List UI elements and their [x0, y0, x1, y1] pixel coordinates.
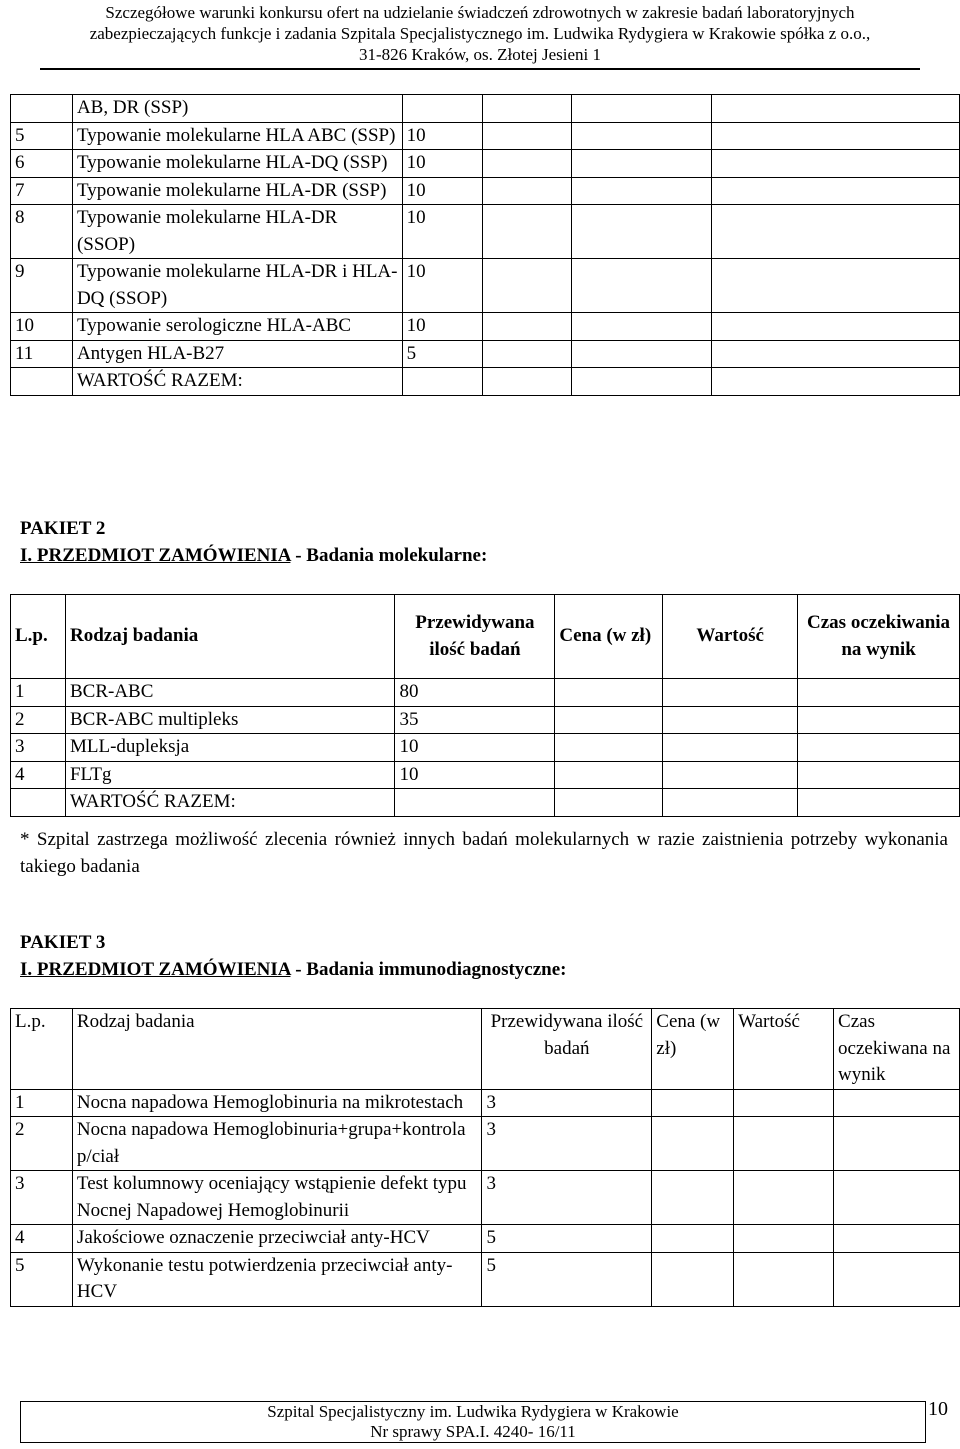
total-row: [11, 789, 960, 817]
row-time: [834, 1117, 960, 1171]
row-price: [482, 122, 572, 150]
table-row: [11, 1225, 960, 1253]
table-row: [11, 734, 960, 762]
table-continuation: [10, 94, 960, 396]
row-number: 8: [11, 205, 73, 259]
row-name: BCR-ABC multipleks: [65, 706, 394, 734]
header-wartosc: Wartość: [663, 595, 798, 679]
table-row: [11, 95, 960, 123]
row-time: [712, 368, 960, 396]
row-quantity: 5: [402, 340, 482, 368]
footer-line-1: Szpital Specjalistyczny im. Ludwika Rydygiera w Krakowie: [267, 1402, 679, 1421]
row-name: Typowanie molekularne HLA-DR i HLA-DQ (SSOP): [72, 259, 402, 313]
row-value: [663, 789, 798, 817]
row-price: [555, 789, 663, 817]
table-row: [11, 679, 960, 707]
row-number: 7: [11, 177, 73, 205]
row-name: AB, DR (SSP): [72, 95, 402, 123]
row-quantity: 3: [482, 1089, 652, 1117]
header-czas: Czas oczekiwana na wynik: [834, 1009, 960, 1090]
table-row: [11, 761, 960, 789]
row-time: [712, 150, 960, 178]
row-quantity: 10: [395, 761, 555, 789]
table-pakiet-2: [10, 594, 960, 817]
pakiet-2-title: PAKIET 2: [20, 518, 106, 539]
row-time: [798, 789, 960, 817]
row-price: [652, 1225, 734, 1253]
page-number: 10: [928, 1398, 948, 1420]
table-row: [11, 313, 960, 341]
pakiet-3-title: PAKIET 3: [20, 932, 106, 953]
row-quantity: 10: [402, 150, 482, 178]
header-lp: L.p.: [11, 595, 66, 679]
table-row: [11, 1089, 960, 1117]
row-time: [834, 1171, 960, 1225]
row-time: [712, 340, 960, 368]
row-quantity: 10: [402, 122, 482, 150]
row-number: [11, 95, 73, 123]
row-quantity: 10: [402, 177, 482, 205]
row-value: [663, 734, 798, 762]
row-value: [572, 150, 712, 178]
row-number: 2: [11, 706, 66, 734]
row-number: 3: [11, 1171, 73, 1225]
row-quantity: 80: [395, 679, 555, 707]
row-quantity: 5: [482, 1225, 652, 1253]
row-name: Typowanie molekularne HLA-DQ (SSP): [72, 150, 402, 178]
row-price: [555, 706, 663, 734]
table-row: [11, 1252, 960, 1306]
row-price: [555, 734, 663, 762]
row-value: [572, 368, 712, 396]
header-wartosc: Wartość: [734, 1009, 834, 1090]
row-value: [734, 1225, 834, 1253]
row-time: [712, 313, 960, 341]
row-name: Typowanie serologiczne HLA-ABC: [72, 313, 402, 341]
row-price: [555, 679, 663, 707]
header-lp: L.p.: [11, 1009, 73, 1090]
document-footer: [20, 1401, 926, 1443]
table-row: [11, 177, 960, 205]
row-price: [482, 177, 572, 205]
row-name: MLL-dupleksja: [65, 734, 394, 762]
document-header: [40, 2, 920, 70]
row-time: [798, 679, 960, 707]
row-time: [798, 734, 960, 762]
pakiet-3-subject: [20, 957, 567, 983]
row-time: [712, 205, 960, 259]
row-number: 3: [11, 734, 66, 762]
header-line-3: 31-826 Kraków, os. Złotej Jesieni 1: [358, 45, 602, 64]
row-value: [734, 1117, 834, 1171]
row-price: [482, 205, 572, 259]
row-quantity: [402, 368, 482, 396]
row-name: Nocna napadowa Hemoglobinuria na mikrotestach: [72, 1089, 482, 1117]
subject-suffix: - Badania immunodiagnostyczne:: [290, 959, 567, 980]
row-price: [652, 1252, 734, 1306]
row-number: 5: [11, 122, 73, 150]
header-rodzaj: Rodzaj badania: [65, 595, 394, 679]
footer-line-2: Nr sprawy SPA.I. 4240- 16/11: [370, 1422, 576, 1441]
row-time: [834, 1252, 960, 1306]
row-price: [652, 1089, 734, 1117]
header-cena: Cena (w zł): [652, 1009, 734, 1090]
row-number: 4: [11, 761, 66, 789]
row-value: [572, 259, 712, 313]
row-quantity: 3: [482, 1117, 652, 1171]
row-number: 2: [11, 1117, 73, 1171]
header-cena: Cena (w zł): [555, 595, 663, 679]
total-label: WARTOŚĆ RAZEM:: [65, 789, 394, 817]
row-quantity: 3: [482, 1171, 652, 1225]
row-price: [482, 313, 572, 341]
row-number: 1: [11, 1089, 73, 1117]
row-name: Wykonanie testu potwierdzenia przeciwciał anty-HCV: [72, 1252, 482, 1306]
row-value: [734, 1252, 834, 1306]
table-row: [11, 1171, 960, 1225]
row-price: [482, 150, 572, 178]
table-row: [11, 340, 960, 368]
row-value: [663, 761, 798, 789]
pakiet-2-subject: [20, 543, 487, 569]
row-value: [572, 95, 712, 123]
row-number: 1: [11, 679, 66, 707]
row-price: [482, 340, 572, 368]
row-name: BCR-ABC: [65, 679, 394, 707]
row-time: [798, 706, 960, 734]
row-time: [712, 177, 960, 205]
table-row: [11, 706, 960, 734]
row-value: [663, 706, 798, 734]
header-rodzaj: Rodzaj badania: [72, 1009, 482, 1090]
row-number: [11, 368, 73, 396]
row-number: 10: [11, 313, 73, 341]
row-quantity: 10: [402, 313, 482, 341]
row-number: 4: [11, 1225, 73, 1253]
subject-suffix: - Badania molekularne:: [290, 545, 488, 566]
row-time: [712, 122, 960, 150]
row-value: [734, 1089, 834, 1117]
row-value: [663, 679, 798, 707]
row-time: [834, 1225, 960, 1253]
row-quantity: 10: [395, 734, 555, 762]
total-label: WARTOŚĆ RAZEM:: [72, 368, 402, 396]
row-name: Typowanie molekularne HLA ABC (SSP): [72, 122, 402, 150]
row-time: [712, 95, 960, 123]
row-quantity: [395, 789, 555, 817]
table-row: [11, 150, 960, 178]
note-text: * Szpital zastrzega możliwość zlecenia również innych badań molekularnych w razie zaistnienia potrzeby wykonania takiego badania: [20, 829, 948, 877]
row-name: Antygen HLA-B27: [72, 340, 402, 368]
header-line-2: zabezpieczających funkcje i zadania Szpitala Specjalistycznego im. Ludwika Rydygiera w Krakowie spółka z o.o.,: [89, 24, 871, 43]
header-ilosc: Przewidywana ilość badań: [482, 1009, 652, 1090]
table-row: [11, 205, 960, 259]
row-name: Nocna napadowa Hemoglobinuria+grupa+kontrola p/ciał: [72, 1117, 482, 1171]
total-row: [11, 368, 960, 396]
row-number: 5: [11, 1252, 73, 1306]
row-number: 11: [11, 340, 73, 368]
subject-prefix: I. PRZEDMIOT ZAMÓWIENIA: [20, 959, 291, 980]
row-number: 9: [11, 259, 73, 313]
header-ilosc: Przewidywana ilość badań: [395, 595, 555, 679]
row-price: [652, 1171, 734, 1225]
row-price: [555, 761, 663, 789]
row-value: [572, 122, 712, 150]
row-number: 6: [11, 150, 73, 178]
row-price: [482, 259, 572, 313]
header-line-1: Szczegółowe warunki konkursu ofert na udzielanie świadczeń zdrowotnych w zakresie badań laboratoryjnych: [105, 3, 855, 22]
row-price: [482, 368, 572, 396]
table-row: [11, 259, 960, 313]
row-quantity: 5: [482, 1252, 652, 1306]
row-value: [572, 313, 712, 341]
row-name: Typowanie molekularne HLA-DR (SSP): [72, 177, 402, 205]
row-price: [652, 1117, 734, 1171]
row-quantity: [402, 95, 482, 123]
header-czas: Czas oczekiwania na wynik: [798, 595, 960, 679]
row-name: Typowanie molekularne HLA-DR (SSOP): [72, 205, 402, 259]
table-row: [11, 122, 960, 150]
row-number: [11, 789, 66, 817]
row-name: Test kolumnowy oceniający wstąpienie defekt typu Nocnej Napadowej Hemoglobinurii: [72, 1171, 482, 1225]
row-time: [712, 259, 960, 313]
row-quantity: 35: [395, 706, 555, 734]
row-time: [834, 1089, 960, 1117]
row-name: FLTg: [65, 761, 394, 789]
row-value: [572, 177, 712, 205]
row-price: [482, 95, 572, 123]
table-pakiet-3: [10, 1008, 960, 1307]
row-value: [734, 1171, 834, 1225]
subject-prefix: I. PRZEDMIOT ZAMÓWIENIA: [20, 545, 291, 566]
row-value: [572, 205, 712, 259]
row-time: [798, 761, 960, 789]
row-quantity: 10: [402, 205, 482, 259]
row-name: Jakościowe oznaczenie przeciwciał anty-HCV: [72, 1225, 482, 1253]
row-value: [572, 340, 712, 368]
row-quantity: 10: [402, 259, 482, 313]
table-row: [11, 1117, 960, 1171]
